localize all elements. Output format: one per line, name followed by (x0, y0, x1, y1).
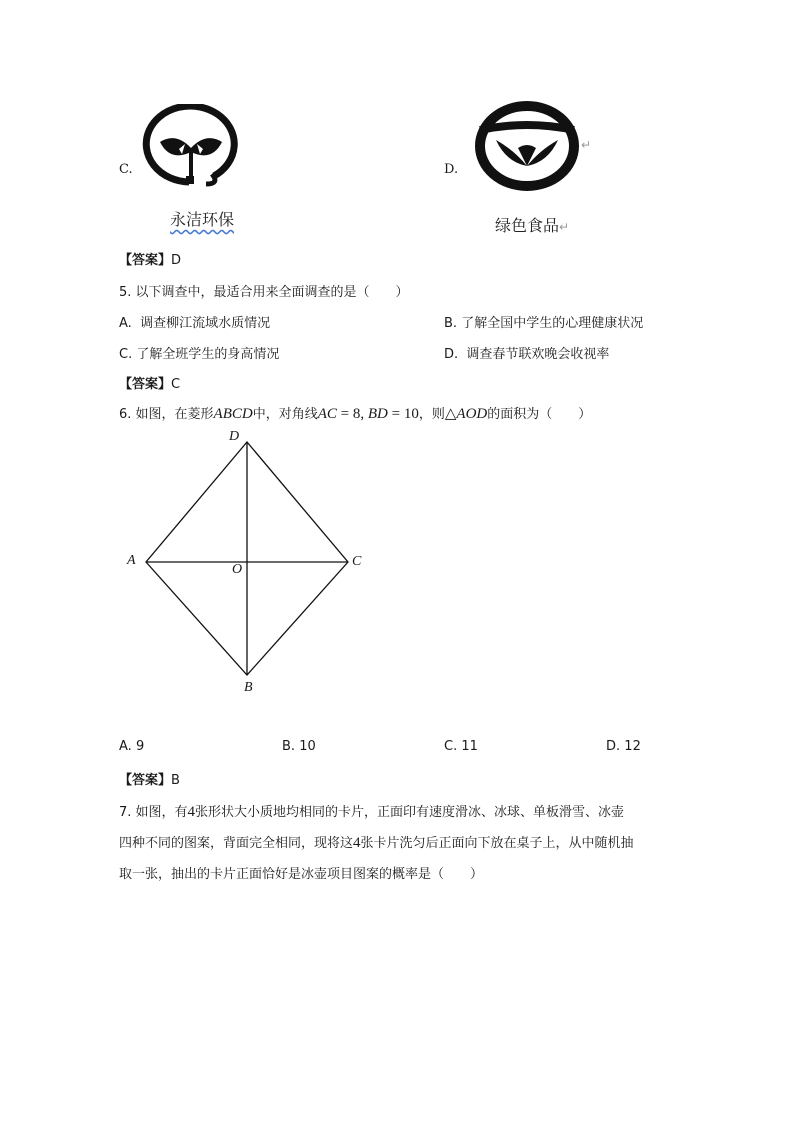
q5-option-b: B. 了解全国中学生的心理健康状况 (444, 316, 644, 331)
question-5-stem: 5. 以下调查中，最适合用来全面调查的是（ ） (119, 285, 409, 300)
q6-option-d: D. 12 (606, 739, 641, 754)
option-c-caption: 永洁环保 (170, 210, 235, 229)
eternal-clean-logo (142, 104, 240, 188)
vertex-label-b: B (244, 680, 253, 695)
rhombus-figure (120, 425, 380, 705)
vertex-label-a: A (127, 553, 136, 568)
vertex-label-c: C (352, 554, 362, 569)
question-6-stem: 6. 如图，在菱形ABCD中，对角线AC = 8, BD = 10，则△AOD的面积为（ ） (119, 406, 592, 422)
option-c-label: C. (119, 162, 133, 177)
q5-option-c: C. 了解全班学生的身高情况 (119, 347, 280, 362)
q5-option-d: D. 调查春节联欢晚会收视率 (444, 347, 610, 362)
green-food-logo (474, 100, 580, 192)
answer-q4: 【答案】D (119, 253, 182, 268)
answer-q5: 【答案】C (119, 377, 181, 392)
option-d-label: D. (444, 162, 459, 177)
question-7-line-3: 取一张，抽出的卡片正面恰好是冰壶项目图案的概率是（ ） (119, 867, 484, 882)
question-7-line-2: 四种不同的图案，背面完全相同，现将这4张卡片洗匀后正面向下放在桌子上，从中随机抽 (119, 835, 634, 851)
option-d-caption: 绿色食品↵ (495, 216, 570, 235)
q6-option-a: A. 9 (119, 739, 145, 754)
q6-option-c: C. 11 (444, 739, 478, 754)
q6-option-b: B. 10 (282, 739, 316, 754)
question-7-line-1: 7. 如图，有4张形状大小质地均相同的卡片，正面印有速度滑冰、冰球、单板滑雪、冰壶 (119, 804, 625, 820)
vertex-label-d: D (229, 429, 240, 444)
paragraph-mark: ↵ (581, 138, 592, 152)
center-label-o: O (232, 562, 243, 577)
answer-q6: 【答案】B (119, 773, 180, 788)
q5-option-a: A. 调查柳江流域水质情况 (119, 316, 271, 331)
